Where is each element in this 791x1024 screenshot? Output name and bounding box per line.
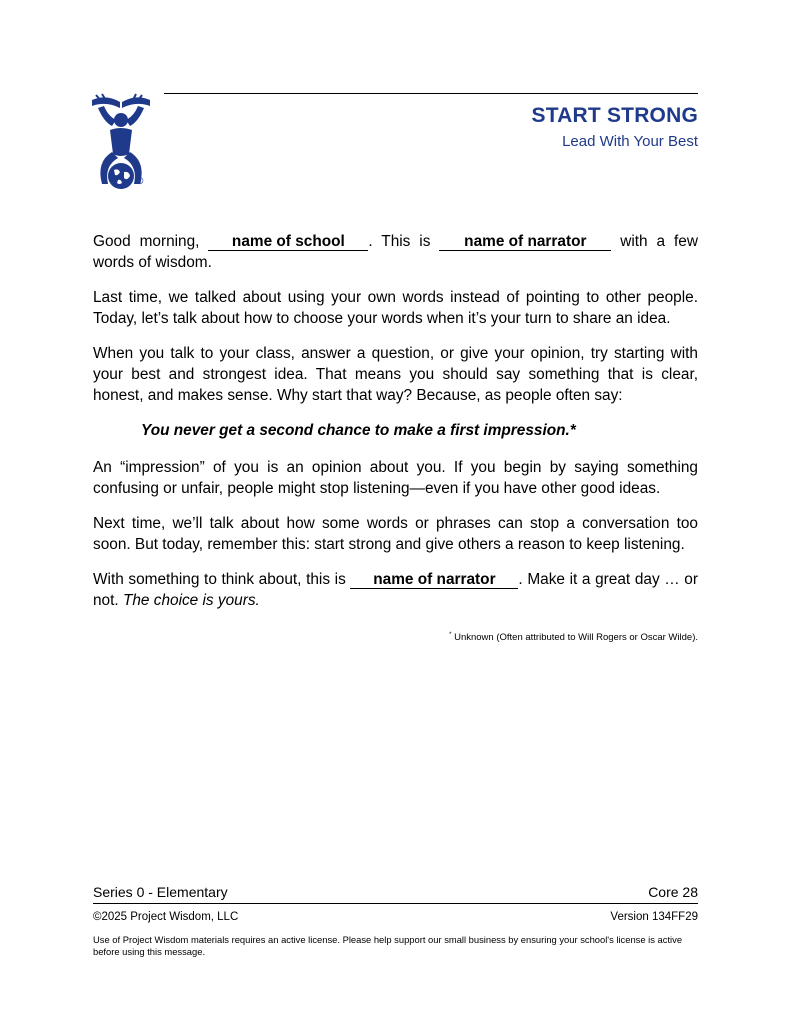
footer-core: Core 28 [648, 884, 698, 900]
paragraph-closing [93, 569, 698, 611]
quote: You never get a second chance to make a first impression.* [141, 422, 576, 439]
registered-mark: ® [136, 176, 144, 187]
paragraph-next-time: Next time, we’ll talk about how some words or phrases can stop a conversation too soon. But today, remember this: start strong and give others a reason to keep listening. [93, 515, 698, 553]
greeting-text: Good morning, [93, 233, 209, 250]
paragraph-intro: When you talk to your class, answer a question, or give your opinion, try starting with your best and strongest idea. That means you should say something that is clear, honest, and makes sense. Why start that way? Because, as people often say: [93, 345, 698, 404]
footer-divider [93, 903, 698, 904]
closing-narrator-blank: name of narrator [350, 571, 518, 589]
paragraph-impression: An “impression” of you is an opinion about you. If you begin by saying something confusing or unfair, people might stop listening—even if you have other good ideas. [93, 459, 698, 497]
choice-tagline: The choice is yours. [122, 592, 260, 609]
footer-copyright: ©2025 Project Wisdom, LLC [93, 911, 239, 923]
header-divider [164, 93, 698, 94]
school-name-blank: name of school [208, 233, 368, 251]
footnote [93, 625, 698, 648]
footer-license-note: Use of Project Wisdom materials requires an active license. Please help support our small business by ensuring your school's license is active before using this message. [93, 934, 683, 957]
project-wisdom-logo-icon [88, 92, 154, 196]
footnote-text: Unknown (Often attributed to Will Rogers or Oscar Wilde). [454, 632, 698, 644]
page-subtitle: Lead With Your Best [562, 133, 698, 150]
greeting-text-3: with a few words of wisdom. [93, 233, 698, 271]
paragraph-last-time: Last time, we talked about using your own words instead of pointing to other people. Today, let’s talk about how to choose your words when it’s your turn to share an idea. [93, 289, 698, 327]
closing-text: With something to think about, this is [93, 571, 351, 588]
page-title: START STRONG [531, 104, 698, 127]
paragraph-greeting [93, 231, 698, 273]
closing-text-2: . Make it a great day … or not. [93, 571, 698, 609]
footer-series: Series 0 - Elementary [93, 884, 228, 900]
footer-version: Version 134FF29 [610, 911, 698, 923]
footnote-marker: * [449, 632, 452, 638]
narrator-name-blank: name of narrator [439, 233, 611, 251]
greeting-text-2: . This is [368, 233, 440, 250]
message-body [93, 231, 698, 648]
